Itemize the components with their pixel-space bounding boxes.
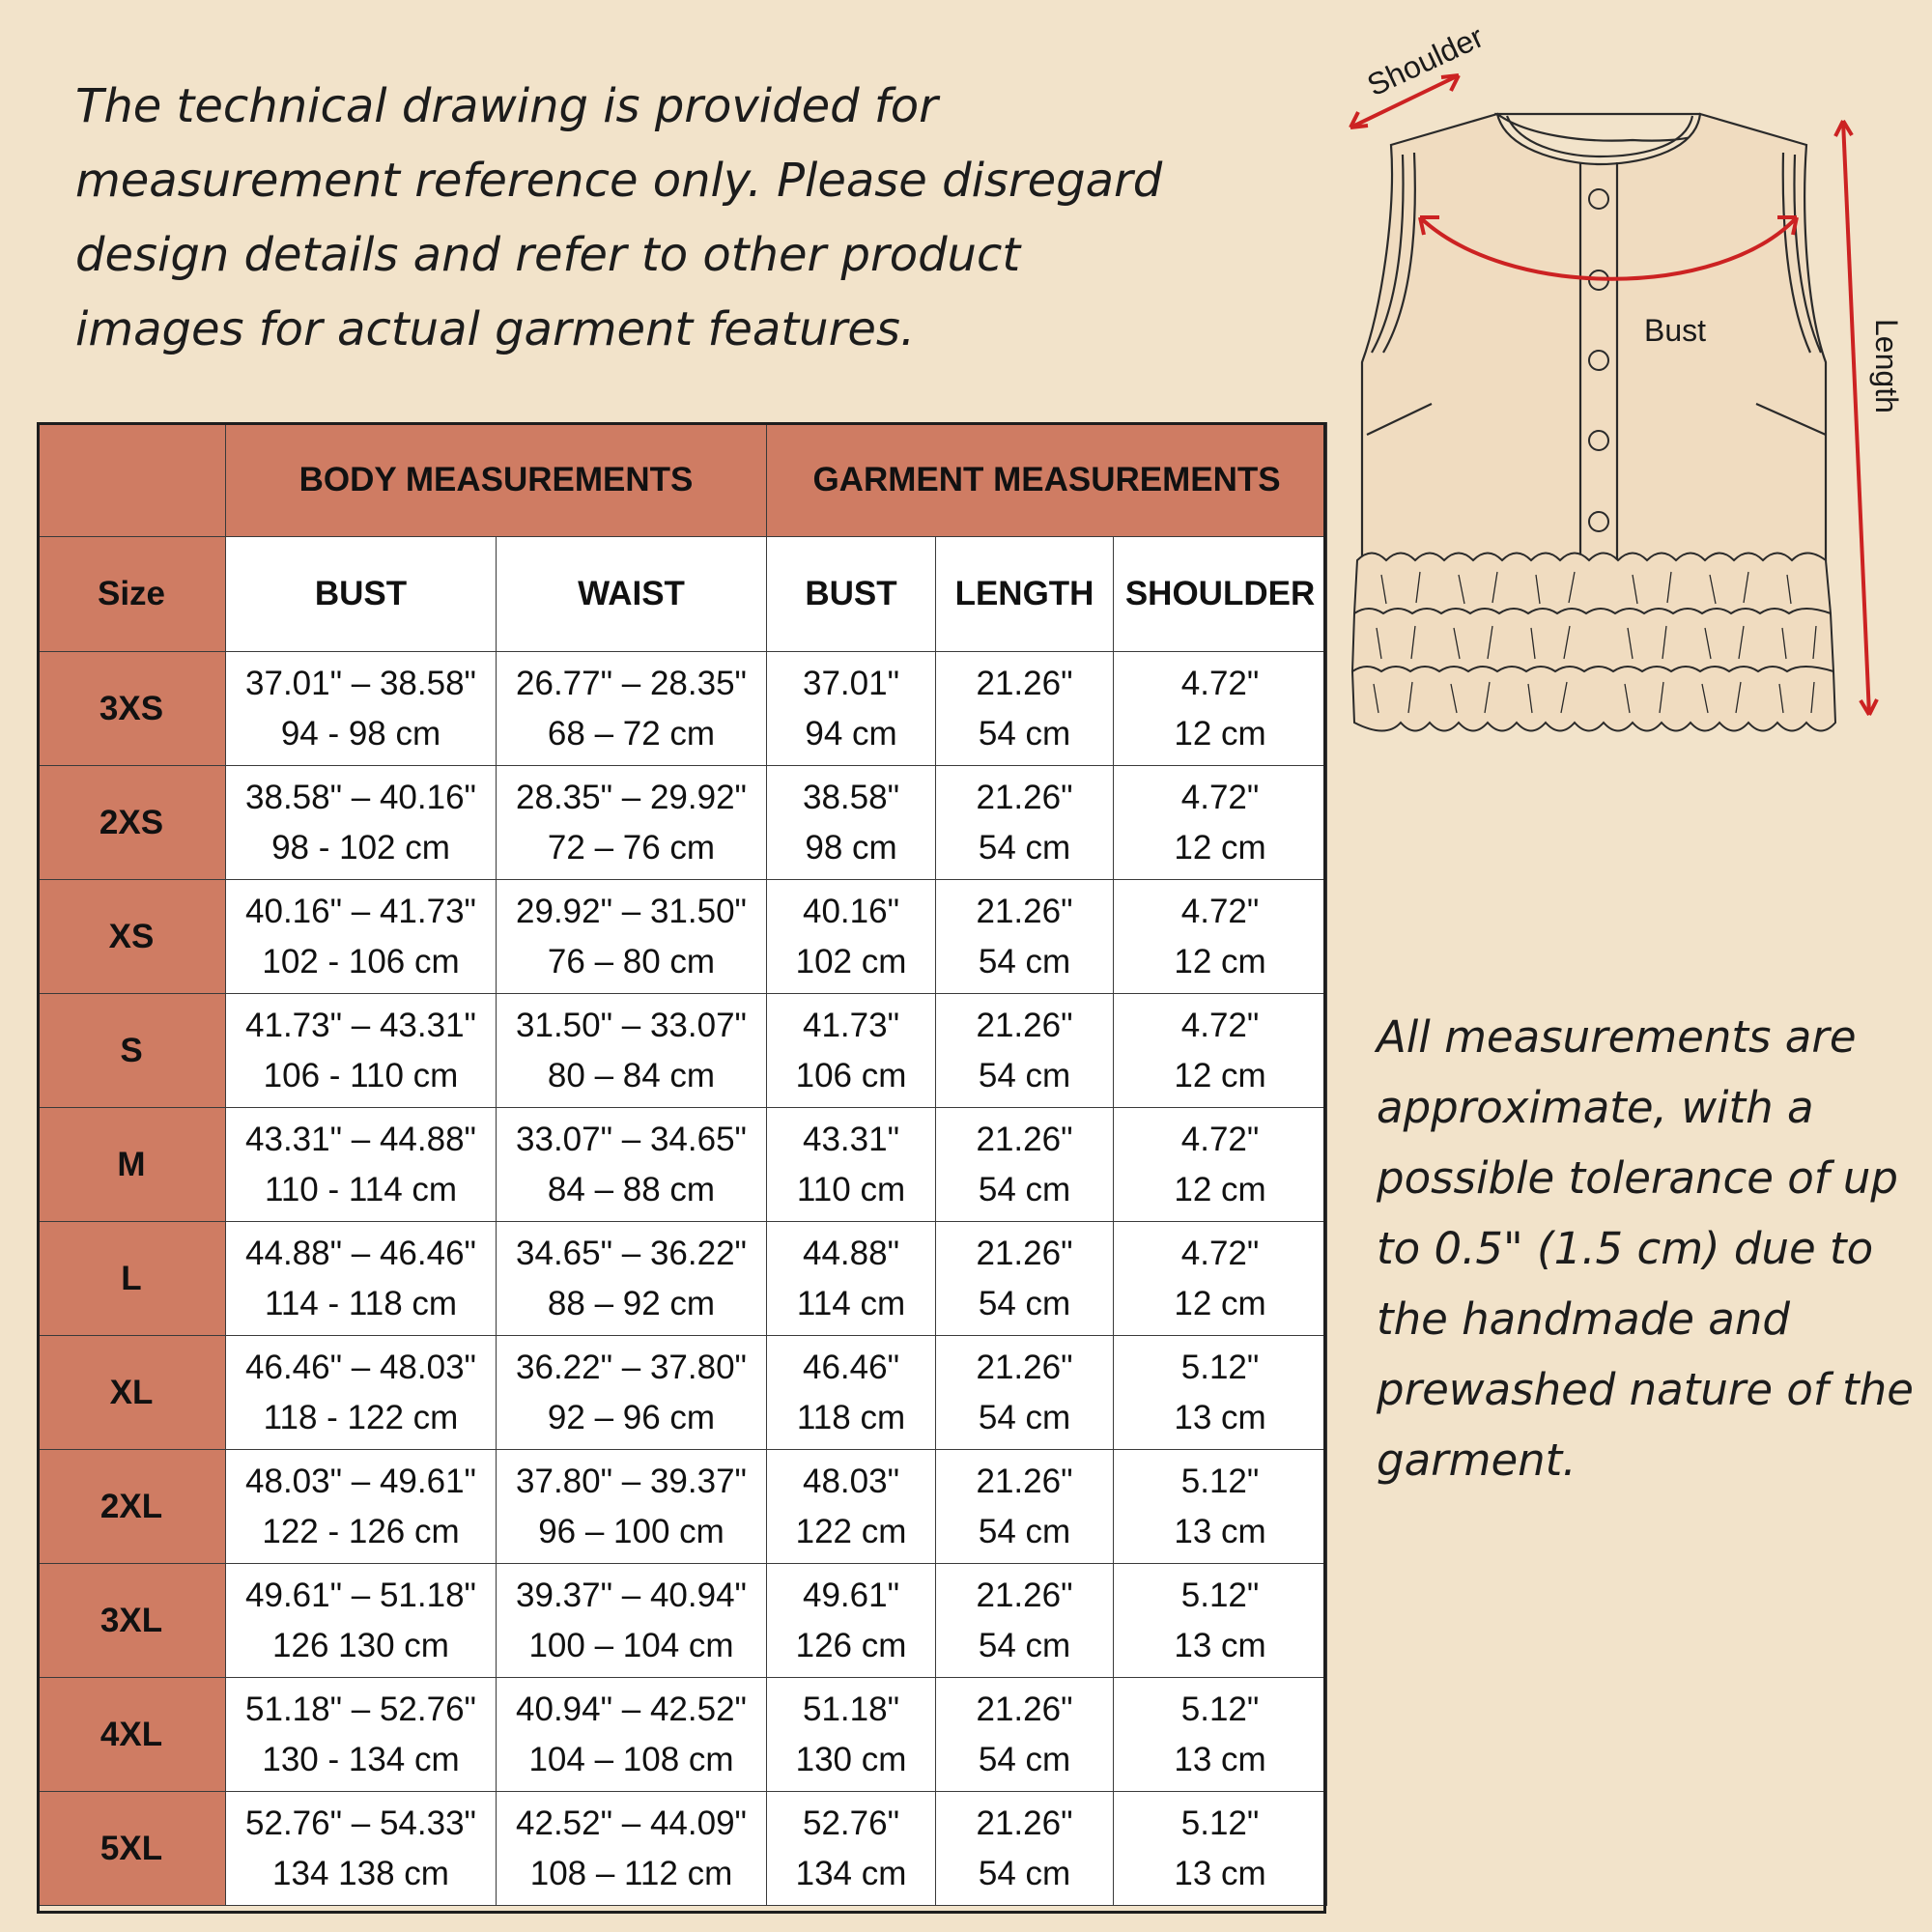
cm-value: 54 cm (978, 1512, 1071, 1550)
cm-value: 130 - 134 cm (262, 1740, 460, 1778)
inch-value: 40.16" – 41.73" (245, 892, 476, 930)
table-row (38, 994, 1327, 1108)
inch-value: 41.73" (803, 1006, 900, 1044)
cm-value: 106 cm (795, 1056, 907, 1094)
inch-value: 51.18" – 52.76" (245, 1690, 476, 1728)
size-cell: L (38, 1222, 226, 1336)
inch-value: 21.26" (976, 664, 1073, 702)
cm-value: 54 cm (978, 1056, 1071, 1094)
table-row (38, 1678, 1327, 1792)
garment-bust-cell (767, 1336, 936, 1450)
inch-value: 21.26" (976, 1690, 1073, 1728)
cm-value: 76 – 80 cm (547, 942, 716, 980)
inch-value: 21.26" (976, 892, 1073, 930)
inch-value: 5.12" (1180, 1348, 1260, 1386)
table-row (38, 1564, 1327, 1678)
cm-value: 80 – 84 cm (547, 1056, 716, 1094)
cm-value: 110 - 114 cm (264, 1170, 458, 1208)
cm-value: 100 – 104 cm (528, 1626, 734, 1664)
cm-value: 134 cm (795, 1854, 907, 1892)
inch-value: 29.92" – 31.50" (516, 892, 747, 930)
table-row (38, 880, 1327, 994)
inch-value: 21.26" (976, 1804, 1073, 1842)
size-cell: 3XL (38, 1564, 226, 1678)
size-cell: 2XL (38, 1450, 226, 1564)
cm-value: 54 cm (978, 1170, 1071, 1208)
inch-value: 38.58" (803, 778, 900, 816)
garment-technical-drawing (1314, 19, 1922, 753)
body-bust-cell (226, 1450, 497, 1564)
size-cell: 3XS (38, 652, 226, 766)
garment-shoulder-cell (1114, 1450, 1327, 1564)
size-chart-table (37, 422, 1327, 1906)
body-waist-cell (497, 1792, 767, 1906)
body-bust-cell (226, 1336, 497, 1450)
garment-bust-cell (767, 766, 936, 880)
cm-value: 54 cm (978, 714, 1071, 753)
table-row (38, 1450, 1327, 1564)
body-waist-cell (497, 652, 767, 766)
cm-value: 13 cm (1174, 1512, 1266, 1550)
column-header-garment-shoulder: SHOULDER (1114, 537, 1327, 652)
garment-length-cell (936, 1108, 1114, 1222)
cm-value: 88 – 92 cm (547, 1284, 716, 1322)
garment-length-cell (936, 1678, 1114, 1792)
intro-text: The technical drawing is provided for measurement reference only. Please disregard design details and refer to other product images for actual garment features. (75, 79, 1163, 356)
cm-value: 108 – 112 cm (529, 1854, 733, 1892)
body-waist-cell (497, 1108, 767, 1222)
size-cell: XL (38, 1336, 226, 1450)
inch-value: 41.73" – 43.31" (245, 1006, 476, 1044)
table-row (38, 652, 1327, 766)
garment-bust-cell (767, 1678, 936, 1792)
garment-shoulder-cell (1114, 766, 1327, 880)
inch-value: 4.72" (1180, 778, 1260, 816)
cm-value: 126 cm (795, 1626, 907, 1664)
inch-value: 26.77" – 28.35" (516, 664, 747, 702)
table-row (38, 1336, 1327, 1450)
cm-value: 98 cm (805, 828, 897, 867)
inch-value: 5.12" (1180, 1690, 1260, 1728)
garment-length-cell (936, 880, 1114, 994)
cm-value: 96 – 100 cm (538, 1512, 724, 1550)
body-bust-cell (226, 994, 497, 1108)
garment-bust-cell (767, 1450, 936, 1564)
inch-value: 34.65" – 36.22" (516, 1234, 747, 1272)
cm-value: 54 cm (978, 1398, 1071, 1436)
column-header-body-bust: BUST (226, 537, 497, 652)
inch-value: 37.01" – 38.58" (245, 664, 476, 702)
cm-value: 92 – 96 cm (547, 1398, 716, 1436)
cm-value: 110 cm (796, 1170, 906, 1208)
size-cell: 4XL (38, 1678, 226, 1792)
body-bust-cell (226, 1678, 497, 1792)
inch-value: 43.31" (803, 1120, 900, 1158)
cm-value: 13 cm (1174, 1854, 1266, 1892)
body-waist-cell (497, 1450, 767, 1564)
cm-value: 118 cm (796, 1398, 906, 1436)
inch-value: 40.16" (803, 892, 900, 930)
inch-value: 21.26" (976, 1120, 1073, 1158)
column-header-body-waist: WAIST (497, 537, 767, 652)
inch-value: 4.72" (1180, 1234, 1260, 1272)
cm-value: 118 - 122 cm (263, 1398, 459, 1436)
inch-value: 21.26" (976, 1462, 1073, 1500)
garment-length-cell (936, 1336, 1114, 1450)
garment-shoulder-cell (1114, 1678, 1327, 1792)
column-header-garment-bust: BUST (767, 537, 936, 652)
shoulder-label: Shoulder (1361, 19, 1490, 103)
body-bust-cell (226, 880, 497, 994)
garment-bust-cell (767, 1792, 936, 1906)
body-waist-cell (497, 880, 767, 994)
inch-value: 51.18" (803, 1690, 900, 1728)
table-column-header-row (38, 537, 1327, 652)
inch-value: 38.58" – 40.16" (245, 778, 476, 816)
garment-bust-cell (767, 1564, 936, 1678)
cm-value: 130 cm (795, 1740, 907, 1778)
inch-value: 37.01" (803, 664, 900, 702)
table-row (38, 1222, 1327, 1336)
inch-value: 44.88" (803, 1234, 900, 1272)
garment-bust-cell (767, 1222, 936, 1336)
body-bust-cell (226, 1222, 497, 1336)
body-waist-cell (497, 994, 767, 1108)
cm-value: 54 cm (978, 942, 1071, 980)
inch-value: 4.72" (1180, 664, 1260, 702)
table-row (38, 1792, 1327, 1906)
cm-value: 72 – 76 cm (547, 828, 716, 867)
cm-value: 13 cm (1174, 1398, 1266, 1436)
garment-bust-cell (767, 994, 936, 1108)
corner-cell (38, 423, 226, 537)
cm-value: 122 cm (795, 1512, 907, 1550)
cm-value: 54 cm (978, 828, 1071, 867)
cm-value: 106 - 110 cm (263, 1056, 459, 1094)
inch-value: 37.80" – 39.37" (516, 1462, 747, 1500)
inch-value: 48.03" (803, 1462, 900, 1500)
tolerance-note: All measurements are approximate, with a possible tolerance of up to 0.5" (1.5 cm) due to the handmade and prewashed nature of the garment. (1377, 1011, 1914, 1486)
garment-bust-cell (767, 652, 936, 766)
inch-value: 31.50" – 33.07" (516, 1006, 747, 1044)
table-row (38, 766, 1327, 880)
inch-value: 4.72" (1180, 892, 1260, 930)
garment-length-cell (936, 1564, 1114, 1678)
body-bust-cell (226, 652, 497, 766)
body-bust-cell (226, 1792, 497, 1906)
table-group-header-row (38, 423, 1327, 537)
garment-shoulder-cell (1114, 1336, 1327, 1450)
length-label: Length (1869, 319, 1904, 413)
cm-value: 54 cm (978, 1740, 1071, 1778)
inch-value: 52.76" (803, 1804, 900, 1842)
garment-shoulder-cell (1114, 652, 1327, 766)
body-bust-cell (226, 766, 497, 880)
inch-value: 4.72" (1180, 1006, 1260, 1044)
inch-value: 4.72" (1180, 1120, 1260, 1158)
cm-value: 114 - 118 cm (264, 1284, 458, 1322)
size-cell: 2XS (38, 766, 226, 880)
cm-value: 12 cm (1174, 828, 1266, 867)
inch-value: 5.12" (1180, 1462, 1260, 1500)
cm-value: 114 cm (796, 1284, 906, 1322)
inch-value: 44.88" – 46.46" (245, 1234, 476, 1272)
inch-value: 39.37" – 40.94" (516, 1576, 747, 1614)
cm-value: 102 - 106 cm (262, 942, 460, 980)
inch-value: 48.03" – 49.61" (245, 1462, 476, 1500)
inch-value: 42.52" – 44.09" (516, 1804, 747, 1842)
body-bust-cell (226, 1564, 497, 1678)
inch-value: 21.26" (976, 778, 1073, 816)
inch-value: 21.26" (976, 1576, 1073, 1614)
inch-value: 21.26" (976, 1234, 1073, 1272)
length-arrow (1835, 121, 1877, 715)
cm-value: 102 cm (795, 942, 907, 980)
garment-bust-cell (767, 1108, 936, 1222)
garment-length-cell (936, 994, 1114, 1108)
size-cell: S (38, 994, 226, 1108)
garment-shoulder-cell (1114, 1222, 1327, 1336)
garment-length-cell (936, 766, 1114, 880)
body-waist-cell (497, 1678, 767, 1792)
size-cell: 5XL (38, 1792, 226, 1906)
cm-value: 12 cm (1174, 942, 1266, 980)
inch-value: 49.61" – 51.18" (245, 1576, 476, 1614)
body-waist-cell (497, 1564, 767, 1678)
cm-value: 12 cm (1174, 1170, 1266, 1208)
bust-label: Bust (1644, 313, 1707, 348)
body-waist-cell (497, 766, 767, 880)
garment-shoulder-cell (1114, 1108, 1327, 1222)
cm-value: 98 - 102 cm (271, 828, 450, 867)
inch-value: 33.07" – 34.65" (516, 1120, 747, 1158)
inch-value: 46.46" (803, 1348, 900, 1386)
garment-length-cell (936, 1222, 1114, 1336)
inch-value: 46.46" – 48.03" (245, 1348, 476, 1386)
inch-value: 49.61" (803, 1576, 900, 1614)
cm-value: 12 cm (1174, 1056, 1266, 1094)
cm-value: 54 cm (978, 1626, 1071, 1664)
table-row (38, 1108, 1327, 1222)
cm-value: 54 cm (978, 1854, 1071, 1892)
cm-value: 13 cm (1174, 1740, 1266, 1778)
size-cell: XS (38, 880, 226, 994)
column-header-garment-length: LENGTH (936, 537, 1114, 652)
inch-value: 28.35" – 29.92" (516, 778, 747, 816)
inch-value: 21.26" (976, 1006, 1073, 1044)
garment-shoulder-cell (1114, 1792, 1327, 1906)
inch-value: 5.12" (1180, 1804, 1260, 1842)
garment-shoulder-cell (1114, 880, 1327, 994)
vest-outline (1362, 114, 1826, 560)
cm-value: 12 cm (1174, 1284, 1266, 1322)
inch-value: 21.26" (976, 1348, 1073, 1386)
garment-measurements-header: GARMENT MEASUREMENTS (767, 423, 1327, 537)
garment-length-cell (936, 1450, 1114, 1564)
cm-value: 94 - 98 cm (280, 714, 441, 753)
body-bust-cell (226, 1108, 497, 1222)
column-header-size: Size (38, 537, 226, 652)
cm-value: 12 cm (1174, 714, 1266, 753)
garment-bust-cell (767, 880, 936, 994)
garment-length-cell (936, 652, 1114, 766)
inch-value: 52.76" – 54.33" (245, 1804, 476, 1842)
cm-value: 126 130 cm (272, 1626, 449, 1664)
garment-shoulder-cell (1114, 1564, 1327, 1678)
body-measurements-header: BODY MEASUREMENTS (226, 423, 767, 537)
garment-length-cell (936, 1792, 1114, 1906)
cm-value: 84 – 88 cm (547, 1170, 716, 1208)
garment-shoulder-cell (1114, 994, 1327, 1108)
cm-value: 104 – 108 cm (528, 1740, 734, 1778)
cm-value: 122 - 126 cm (262, 1512, 460, 1550)
size-cell: M (38, 1108, 226, 1222)
cm-value: 94 cm (805, 714, 897, 753)
body-waist-cell (497, 1336, 767, 1450)
ruffle-hem (1352, 554, 1835, 731)
body-waist-cell (497, 1222, 767, 1336)
inch-value: 5.12" (1180, 1576, 1260, 1614)
inch-value: 36.22" – 37.80" (516, 1348, 747, 1386)
cm-value: 13 cm (1174, 1626, 1266, 1664)
inch-value: 40.94" – 42.52" (516, 1690, 747, 1728)
cm-value: 68 – 72 cm (547, 714, 716, 753)
inch-value: 43.31" – 44.88" (245, 1120, 476, 1158)
cm-value: 134 138 cm (272, 1854, 449, 1892)
cm-value: 54 cm (978, 1284, 1071, 1322)
